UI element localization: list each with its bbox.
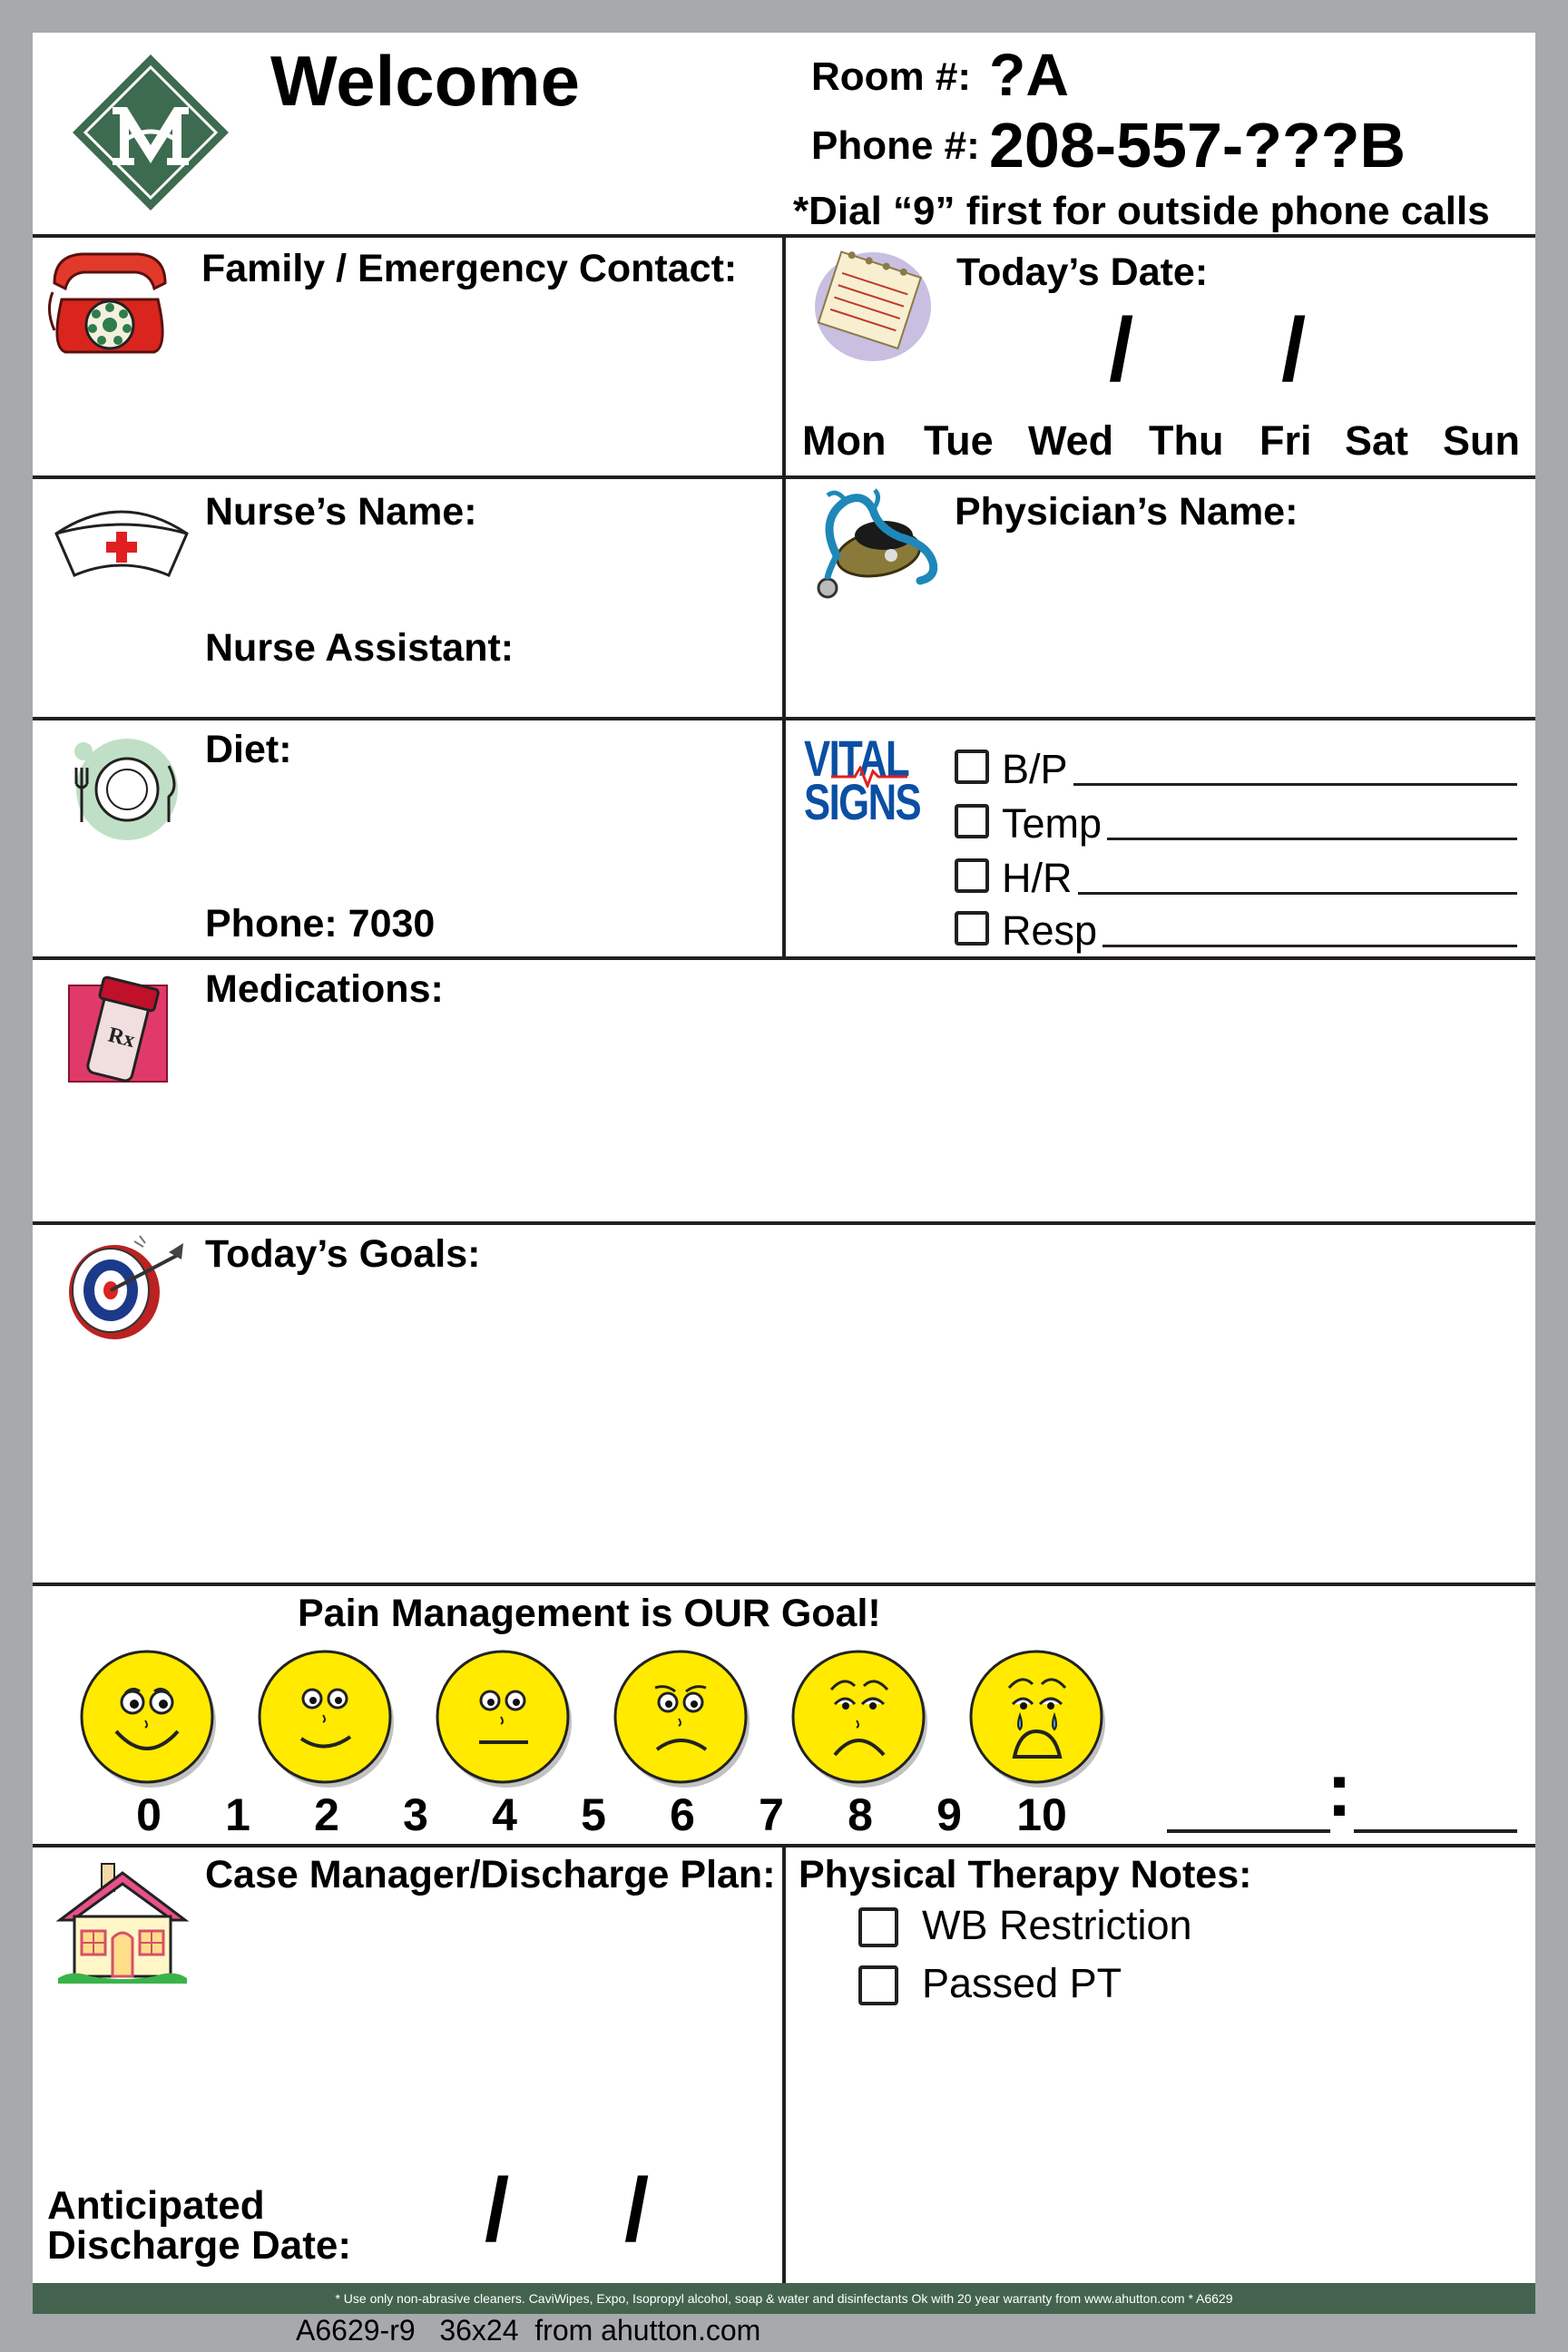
divider (782, 1844, 786, 2283)
todays-date-label: Today’s Date: (956, 250, 1209, 294)
anticipated-discharge-line2: Discharge Date: (47, 2223, 352, 2268)
date-slash: / (1281, 299, 1307, 399)
nurse-cap-icon (49, 488, 194, 579)
diet-label: Diet: (205, 728, 292, 771)
wb-restriction-checkbox[interactable] (858, 1907, 898, 1947)
pain-face-2 (256, 1648, 397, 1789)
logo-icon (69, 51, 232, 214)
pain-scale-9: 9 (936, 1789, 962, 1840)
day-sun: Sun (1443, 417, 1520, 464)
vital-temp-row[interactable] (955, 800, 1517, 846)
pain-scale-7: 7 (759, 1789, 784, 1840)
hr-label: H/R (1002, 855, 1078, 902)
target-icon (60, 1234, 187, 1343)
pain-scale-0: 0 (136, 1789, 162, 1840)
nurse-assistant-label: Nurse Assistant: (205, 626, 514, 670)
bp-checkbox[interactable] (955, 750, 989, 784)
pill-bottle-icon (65, 973, 174, 1085)
pain-face-6 (612, 1648, 753, 1789)
phone-value: 208-557-???B (989, 110, 1406, 181)
nurse-name-label: Nurse’s Name: (205, 490, 477, 534)
footer-disclaimer-bar (33, 2283, 1535, 2314)
anticipated-discharge-line1: Anticipated (47, 2183, 265, 2228)
vital-hr-row[interactable] (955, 855, 1517, 900)
case-manager-label: Case Manager/Discharge Plan: (205, 1853, 776, 1896)
day-wed: Wed (1028, 417, 1114, 464)
diet-phone: Phone: 7030 (205, 902, 436, 946)
stethoscope-icon (800, 483, 946, 603)
resp-label: Resp (1002, 907, 1102, 955)
medications-label: Medications: (205, 967, 444, 1011)
vital-bp-row[interactable] (955, 746, 1517, 791)
bp-label: B/P (1002, 746, 1073, 793)
divider (33, 1221, 1535, 1225)
calendar-icon (802, 247, 938, 365)
day-thu: Thu (1149, 417, 1224, 464)
time-hours-line (1167, 1829, 1330, 1833)
divider (782, 234, 786, 960)
plate-icon (64, 731, 183, 844)
temp-checkbox[interactable] (955, 804, 989, 838)
resp-checkbox[interactable] (955, 911, 989, 946)
pain-scale-2: 2 (314, 1789, 339, 1840)
footer-disclaimer: * Use only non-abrasive cleaners. CaviWipes, Expo, Isopropyl alcohol, soap & water and disinfectants Ok with 20 year warranty from www.ahutton.com * A6629 (335, 2291, 1233, 2306)
welcome-title: Welcome (270, 41, 581, 121)
pain-scale-4: 4 (492, 1789, 517, 1840)
pain-face-4 (434, 1648, 575, 1789)
date-slash: / (1109, 299, 1134, 399)
physician-name-label: Physician’s Name: (955, 490, 1298, 534)
pain-scale-5: 5 (581, 1789, 606, 1840)
pain-face-10 (967, 1648, 1109, 1789)
hr-checkbox[interactable] (955, 858, 989, 893)
passed-pt-label: Passed PT (922, 1960, 1122, 2006)
discharge-date-slash: / (624, 2160, 650, 2259)
whiteboard (33, 33, 1535, 2290)
hr-write-line (1002, 892, 1517, 895)
bp-write-line (1002, 783, 1517, 786)
room-value: ?A (989, 41, 1069, 108)
time-colon: : (1327, 1747, 1352, 1832)
dial-note: *Dial “9” first for outside phone calls (793, 189, 1490, 233)
vital-resp-row[interactable] (955, 907, 1517, 953)
day-fri: Fri (1259, 417, 1312, 464)
time-minutes-line (1354, 1829, 1517, 1833)
pain-face-8 (789, 1648, 931, 1789)
discharge-date-slash: / (485, 2160, 510, 2259)
todays-goals-label: Today’s Goals: (205, 1232, 481, 1276)
vital-signs-logo: VITAL SIGNS (804, 730, 921, 831)
day-sat: Sat (1345, 417, 1409, 464)
phone-label: Phone #: (811, 123, 980, 168)
pain-face-0 (78, 1648, 220, 1789)
house-icon (54, 1860, 191, 1987)
heartbeat-icon (831, 766, 907, 788)
telephone-icon (45, 247, 174, 361)
family-contact-label: Family / Emergency Contact: (201, 247, 738, 290)
room-label: Room #: (811, 54, 971, 99)
svg-text:Rx: Rx (105, 1023, 138, 1053)
pain-scale-1: 1 (225, 1789, 250, 1840)
footer-part-number: A6629-r9 36x24 from ahutton.com (296, 2314, 761, 2347)
pain-scale-3: 3 (403, 1789, 428, 1840)
pain-scale-10: 10 (1016, 1789, 1067, 1840)
pain-scale-6: 6 (670, 1789, 695, 1840)
wb-restriction-label: WB Restriction (922, 1902, 1192, 1948)
pain-management-title: Pain Management is OUR Goal! (298, 1592, 881, 1635)
physical-therapy-label: Physical Therapy Notes: (799, 1853, 1252, 1896)
day-mon: Mon (802, 417, 887, 464)
pain-scale-8: 8 (848, 1789, 873, 1840)
divider (33, 1583, 1535, 1586)
day-tue: Tue (924, 417, 994, 464)
temp-label: Temp (1002, 800, 1107, 848)
passed-pt-checkbox[interactable] (858, 1965, 898, 2005)
